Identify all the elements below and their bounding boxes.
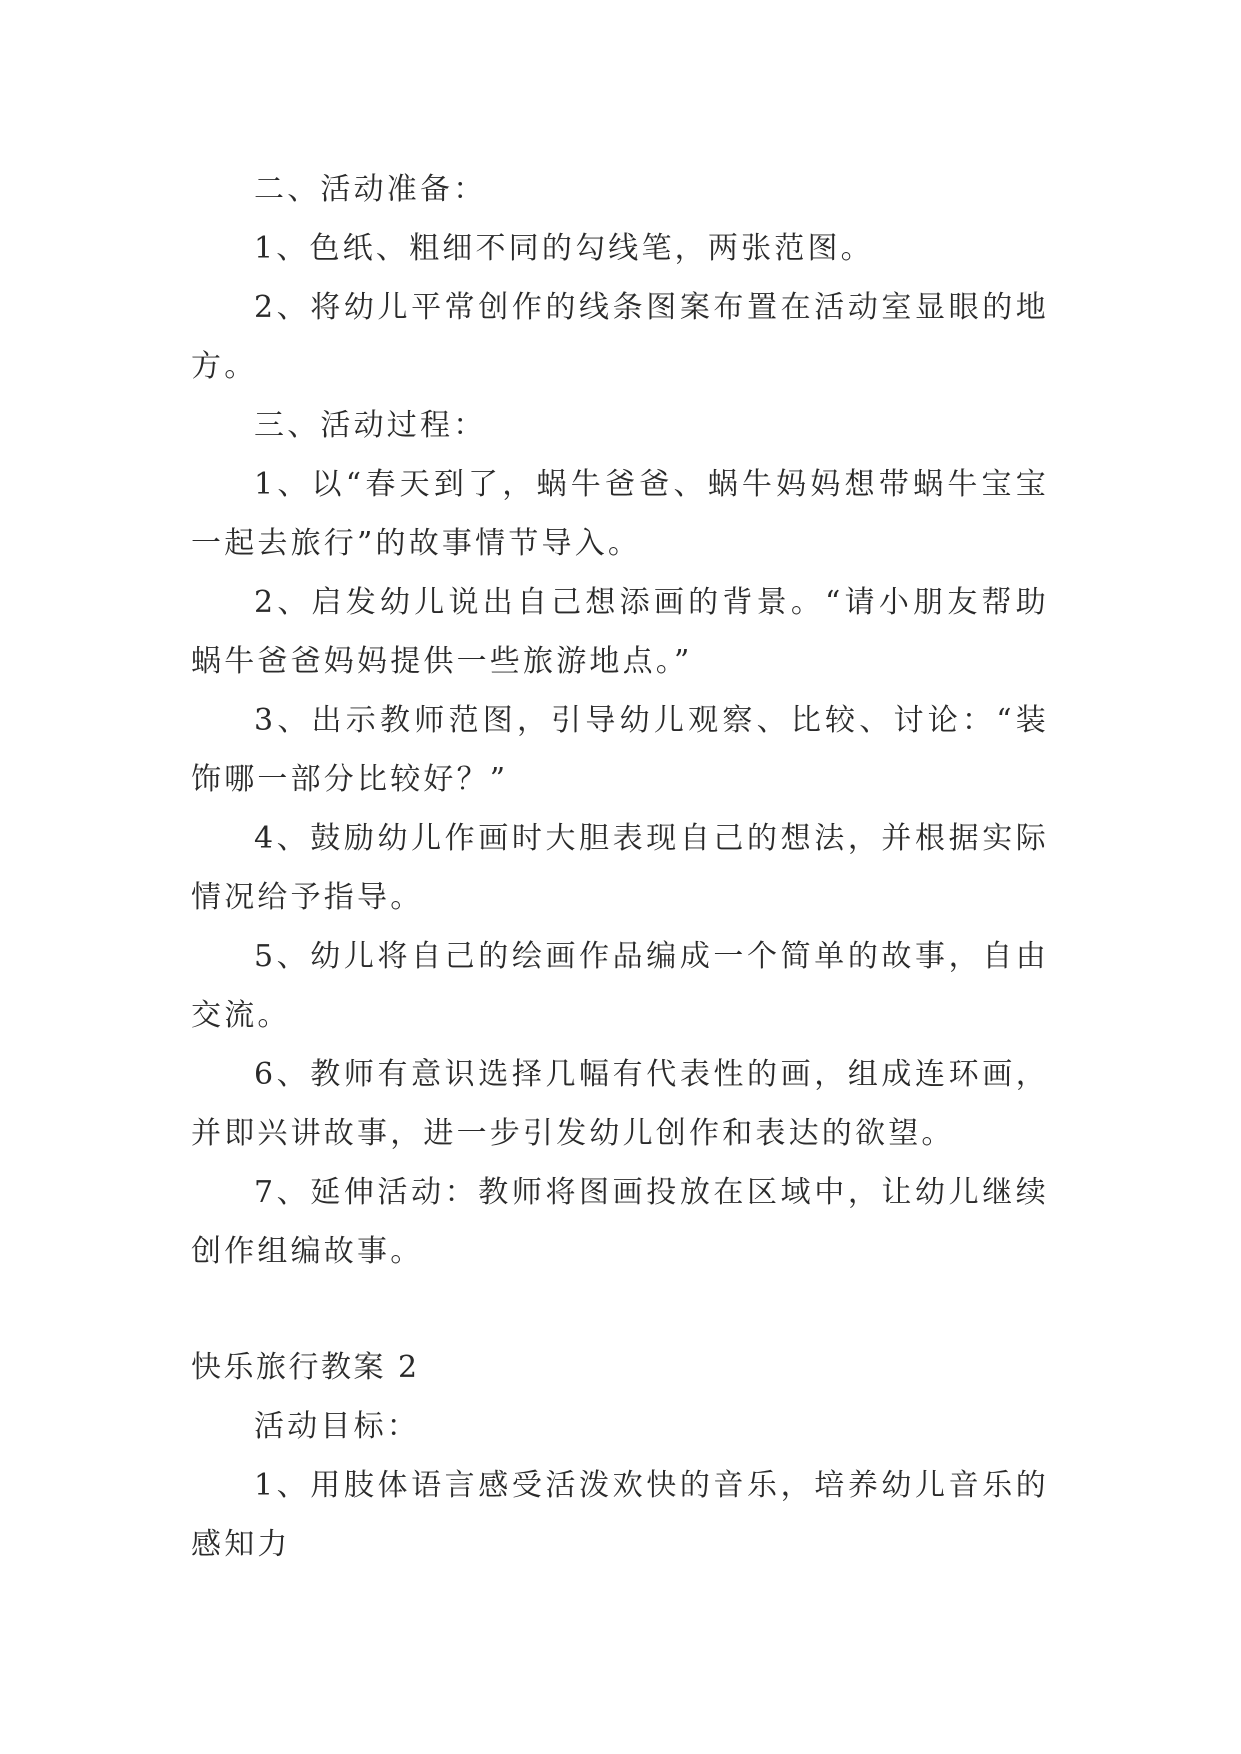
prep-item-1: 1、色纸、粗细不同的勾线笔，两张范图。 xyxy=(254,231,874,266)
process-item-1: 1、以“春天到了，蜗牛爸爸、蜗牛妈妈想带蜗牛宝宝一起去旅行”的故事情节导入。 xyxy=(191,467,1049,561)
section-spacer xyxy=(191,1281,1049,1338)
section-heading-goals: 活动目标： xyxy=(254,1409,420,1444)
process-item-6: 6、教师有意识选择几幅有代表性的画，组成连环画，并即兴讲故事，进一步引发幼儿创作和表达的欲望。 xyxy=(191,1057,1049,1151)
goal-item-1: 1、用肢体语言感受活泼欢快的音乐，培养幼儿音乐的感知力 xyxy=(191,1468,1049,1562)
section-heading-process: 三、活动过程： xyxy=(254,408,487,443)
document-body xyxy=(191,160,1049,1574)
process-item-3: 3、出示教师范图，引导幼儿观察、比较、讨论：“装饰哪一部分比较好？” xyxy=(191,703,1049,797)
lesson-2-title: 快乐旅行教案 2 xyxy=(191,1350,420,1385)
section-heading-preparation: 二、活动准备： xyxy=(254,172,487,207)
process-item-2: 2、启发幼儿说出自己想添画的背景。“请小朋友帮助蜗牛爸爸妈妈提供一些旅游地点。” xyxy=(191,585,1049,679)
process-item-5: 5、幼儿将自己的绘画作品编成一个简单的故事，自由交流。 xyxy=(191,939,1049,1033)
prep-item-2: 2、将幼儿平常创作的线条图案布置在活动室显眼的地方。 xyxy=(191,290,1049,384)
process-item-7: 7、延伸活动：教师将图画投放在区域中，让幼儿继续创作组编故事。 xyxy=(191,1175,1049,1269)
process-item-4: 4、鼓励幼儿作画时大胆表现自己的想法，并根据实际情况给予指导。 xyxy=(191,821,1049,915)
